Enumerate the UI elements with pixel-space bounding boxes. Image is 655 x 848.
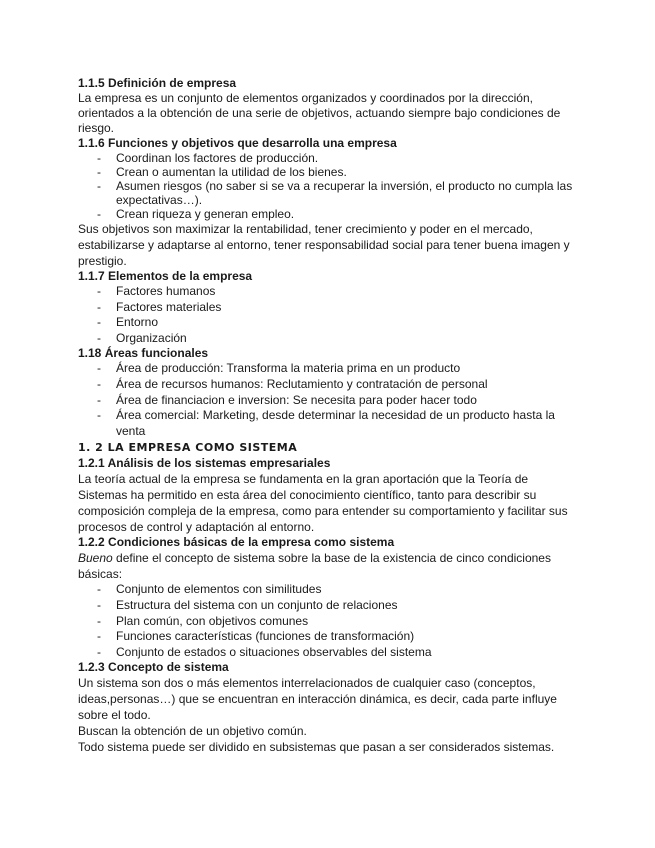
- list-item: - Área de producción: Transforma la materia prima en un producto: [97, 361, 461, 376]
- functional-areas-list: [78, 361, 578, 439]
- chapter-heading: 1. 2 LA EMPRESA COMO SISTEMA: [78, 441, 298, 455]
- list-item: - Asumen riesgos (no saber si se va a recuperar la inversión, el producto no cumpla las expectativas…).: [97, 179, 573, 207]
- section-heading-1-1-6: 1.1.6 Funciones y objetivos que desarrolla una empresa: [78, 136, 397, 150]
- conditions-list: [78, 582, 578, 660]
- elements-list: [78, 284, 578, 346]
- section-text-1-2-2: [78, 550, 578, 582]
- dash-bullet: -: [97, 315, 101, 330]
- section-text-objectives: Sus objetivos son maximizar la rentabilidad, tener crecimiento y poder en el mercado, estabilizarse y adaptarse al entorno, tener responsabilidad social para tener buena imagen y prestigio.: [78, 222, 570, 268]
- dash-bullet: -: [97, 330, 101, 345]
- section-text-1-1-5: La empresa es un conjunto de elementos organizados y coordinados por la dirección, orientados a la obtención de una serie de objetivos, actuando siempre bajo condiciones de riesgo.: [78, 91, 561, 135]
- section-text-1-2-3-a: Un sistema son dos o más elementos interrelacionados de cualquier caso (conceptos, ideas,personas…) que se encuentran en interacción dinámica, es decir, cada parte influye sobre el todo.: [78, 676, 557, 723]
- list-item: - Factores materiales: [97, 299, 222, 314]
- dash-bullet: -: [97, 644, 101, 659]
- list-item: - Entorno: [97, 315, 159, 330]
- dash-bullet: -: [97, 582, 101, 597]
- section-text-1-2-3-c: Todo sistema puede ser dividido en subsistemas que pasan a ser considerados sistemas.: [78, 740, 555, 755]
- dash-bullet: -: [97, 299, 101, 314]
- list-item: - Crean o aumentan la utilidad de los bienes.: [97, 165, 347, 179]
- section-text-1-2-3-b: Buscan la obtención de un objetivo común.: [78, 724, 307, 739]
- section-heading-1-2-1: 1.2.1 Análisis de los sistemas empresariales: [78, 456, 331, 471]
- list-item: - Factores humanos: [97, 284, 216, 298]
- section-heading-1-2-2: 1.2.2 Condiciones básicas de la empresa como sistema: [78, 535, 395, 550]
- list-item: - Plan común, con objetivos comunes: [97, 613, 309, 628]
- list-item: - Estructura del sistema con un conjunto de relaciones: [97, 597, 398, 612]
- section-heading-1-18: 1.18 Áreas funcionales: [78, 346, 209, 361]
- list-item: - Área comercial: Marketing, desde determinar la necesidad de un producto hasta la venta: [97, 408, 555, 438]
- section-heading-1-1-5: 1.1.5 Definición de empresa: [78, 76, 237, 90]
- dash-bullet: -: [97, 179, 101, 193]
- document-page: [78, 76, 578, 755]
- list-item: - Área de recursos humanos: Reclutamiento y contratación de personal: [97, 376, 488, 391]
- list-item: - Organización: [97, 330, 187, 345]
- section-text-1-2-1: La teoría actual de la empresa se fundamenta en la gran aportación que la Teoría de Sistemas ha permitido en esta área del conocimiento científico, tanto para describir su composición compleja de la empresa, como para entender su comportamiento y facilitar sus procesos de control y adaptación al entorno.: [78, 472, 568, 535]
- list-item: - Coordinan los factores de producción.: [97, 151, 319, 165]
- functions-list: [78, 151, 578, 221]
- dash-bullet: -: [97, 376, 101, 391]
- section-heading-1-2-3: 1.2.3 Concepto de sistema: [78, 660, 229, 675]
- dash-bullet: -: [97, 597, 101, 612]
- section-text-rest: define el concepto de sistema sobre la base de la existencia de cinco condiciones básicas:: [78, 551, 551, 582]
- list-item: - Área de financiacion e inversion: Se necesita para poder hacer todo: [97, 392, 477, 407]
- dash-bullet: -: [97, 629, 101, 644]
- author-name: Bueno: [78, 551, 113, 566]
- dash-bullet: -: [97, 408, 101, 423]
- list-item: - Funciones características (funciones de transformación): [97, 629, 415, 644]
- dash-bullet: -: [97, 165, 101, 179]
- section-heading-1-1-7: 1.1.7 Elementos de la empresa: [78, 269, 253, 283]
- dash-bullet: -: [97, 613, 101, 628]
- dash-bullet: -: [97, 284, 101, 298]
- dash-bullet: -: [97, 392, 101, 407]
- list-item: - Conjunto de elementos con similitudes: [97, 582, 322, 597]
- dash-bullet: -: [97, 361, 101, 376]
- dash-bullet: -: [97, 151, 101, 165]
- list-item: - Conjunto de estados o situaciones observables del sistema: [97, 644, 432, 659]
- list-item: - Crean riqueza y generan empleo.: [97, 207, 295, 221]
- dash-bullet: -: [97, 207, 101, 221]
